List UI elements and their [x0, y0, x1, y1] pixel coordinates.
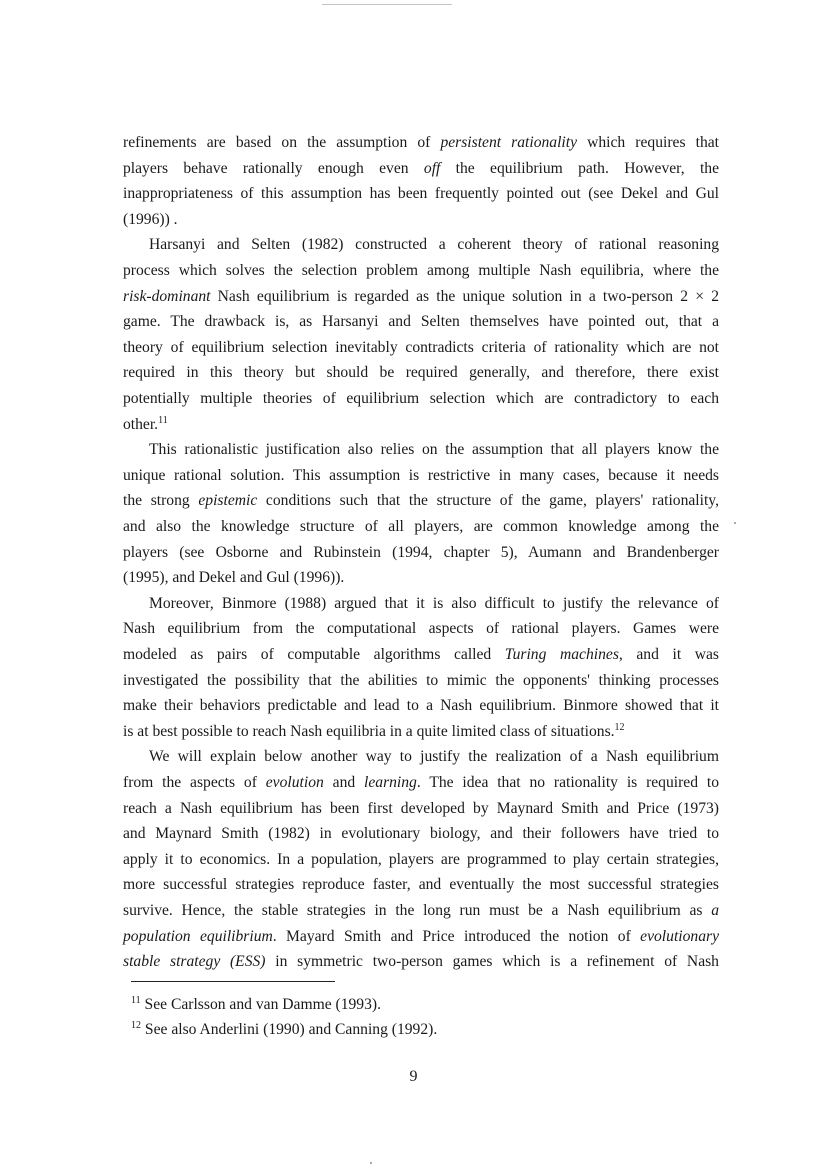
text-line: refinements are based on the assumption of persistent rationality which requires that	[123, 134, 719, 151]
text-line: is at best possible to reach Nash equilibria in a quite limited class of situations.$^{12}$	[123, 721, 625, 740]
text-line: survive. Hence, the stable strategies in the long run must be a Nash equilibrium as a	[123, 902, 719, 919]
text-line: make their behaviors predictable and lead to a Nash equilibrium. Binmore showed that it	[123, 697, 719, 714]
footnote-mark: 11	[131, 994, 141, 1006]
text-line: This rationalistic justification also relies on the assumption that all players know the	[149, 441, 719, 458]
text-line: Moreover, Binmore (1988) argued that it is also difficult to justify the relevance of	[149, 595, 719, 612]
text-line: population equilibrium. Mayard Smith and Price introduced the notion of evolutionary	[123, 928, 719, 945]
text-line: potentially multiple theories of equilibrium selection which are contradictory to each	[123, 390, 719, 407]
text-line: reach a Nash equilibrium has been first developed by Maynard Smith and Price (1973)	[123, 800, 719, 817]
text-line: apply it to economics. In a population, players are programmed to play certain strategies,	[123, 851, 719, 868]
text-line: and Maynard Smith (1982) in evolutionary biology, and their followers have tried to	[123, 825, 719, 842]
text-line: stable strategy (ESS) in symmetric two-person games which is a refinement of Nash	[123, 953, 719, 970]
text-line: (1996)) .	[123, 211, 178, 228]
text-line: risk-dominant Nash equilibrium is regarded as the unique solution in a two-person 2 × 2	[123, 288, 719, 305]
text-line: Nash equilibrium from the computational aspects of rational players. Games were	[123, 620, 719, 637]
text-line: theory of equilibrium selection inevitably contradicts criteria of rationality which are not	[123, 339, 719, 356]
text-line: modeled as pairs of computable algorithms called Turing machines, and it was	[123, 646, 719, 663]
footnote-text: See Carlsson and van Damme (1993).	[144, 996, 381, 1013]
text-line: investigated the possibility that the abilities to mimic the opponents' thinking processes	[123, 672, 719, 689]
page-number: 9	[409, 1068, 418, 1085]
text-line: the strong epistemic conditions such that the structure of the game, players' rationality,	[123, 492, 719, 509]
text-line: and also the knowledge structure of all players, are common knowledge among the	[123, 518, 719, 535]
text-line: We will explain below another way to justify the realization of a Nash equilibrium	[149, 748, 719, 765]
text-line: process which solves the selection problem among multiple Nash equilibria, where the	[123, 262, 719, 279]
text-line: players behave rationally enough even off the equilibrium path. However, the	[123, 160, 719, 177]
text-line: players (see Osborne and Rubinstein (1994, chapter 5), Aumann and Brandenberger	[123, 544, 719, 561]
text-line: Harsanyi and Selten (1982) constructed a coherent theory of rational reasoning	[149, 236, 719, 253]
text-line: other.$^{11}$	[123, 414, 168, 433]
text-line: unique rational solution. This assumption is restrictive in many cases, because it needs	[123, 467, 719, 484]
footnote-12	[131, 1020, 437, 1040]
text-line: required in this theory but should be required generally, and therefore, there exist	[123, 364, 719, 381]
footnote-text: See also Anderlini (1990) and Canning (1992).	[144, 1021, 438, 1038]
text-line: game. The drawback is, as Harsanyi and Selten themselves have pointed out, that a	[123, 313, 719, 330]
footnote-mark: 12	[131, 1019, 141, 1031]
text-line: inappropriateness of this assumption has been frequently pointed out (see Dekel and Gul	[123, 185, 719, 202]
scan-artifact	[734, 522, 736, 524]
footnote-rule	[131, 981, 335, 982]
text-line: from the aspects of evolution and learning. The idea that no rationality is required to	[123, 774, 719, 791]
scan-artifact	[322, 4, 452, 5]
text-line: more successful strategies reproduce faster, and eventually the most successful strategies	[123, 876, 719, 893]
footnote-11	[131, 995, 381, 1015]
scan-artifact	[370, 1162, 372, 1164]
text-line: (1995), and Dekel and Gul (1996)).	[123, 569, 345, 586]
